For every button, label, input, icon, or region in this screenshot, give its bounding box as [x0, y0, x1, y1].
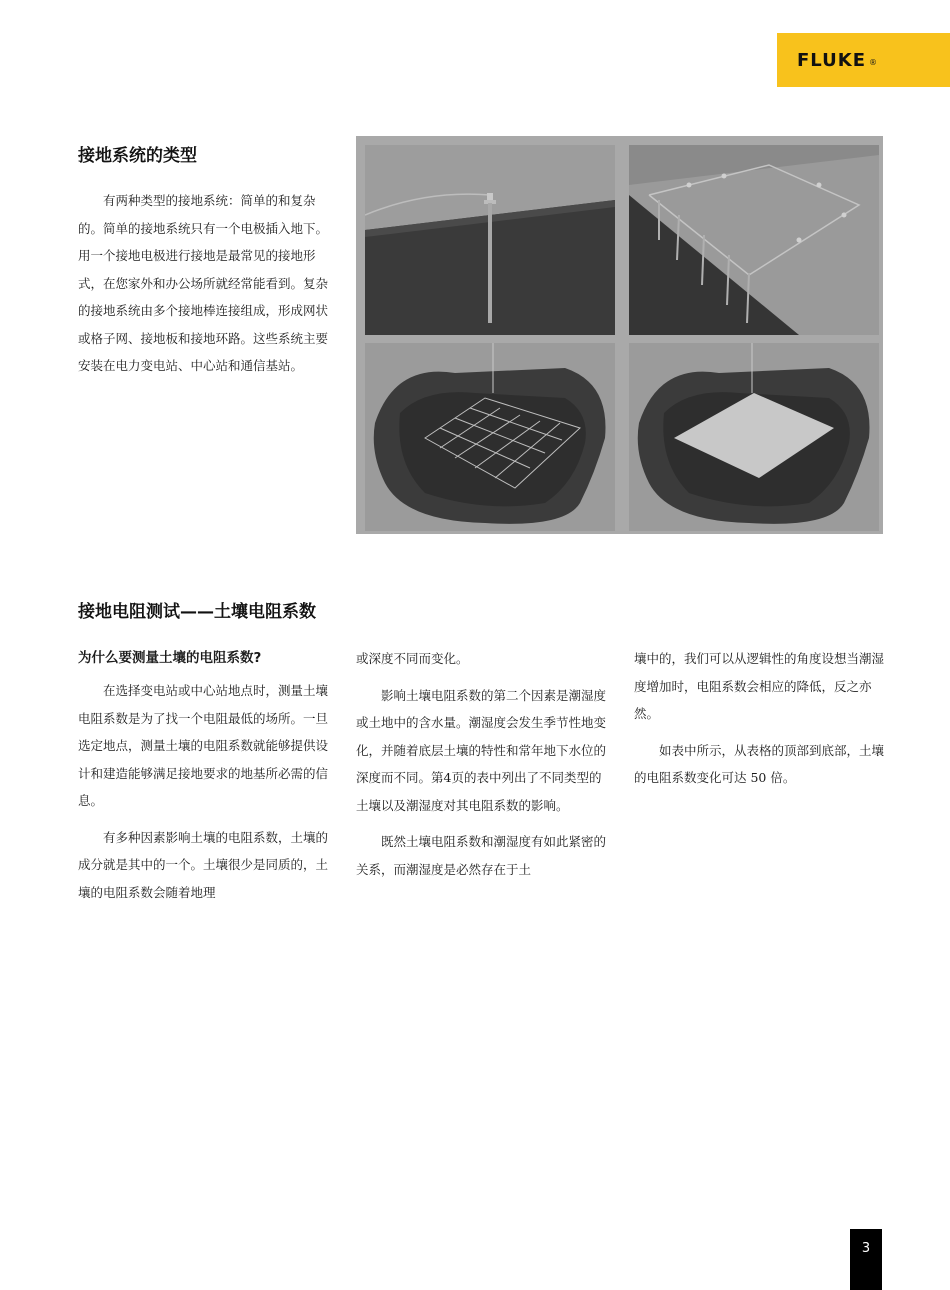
body-paragraph: 或深度不同而变化。 [356, 651, 469, 666]
section-title-grounding-types: 接地系统的类型 [78, 146, 197, 166]
text-column-1 [78, 645, 330, 915]
fluke-logo [777, 33, 950, 87]
grounding-plate-illustration [629, 343, 879, 531]
section-title-soil-resistivity: 接地电阻测试——土壤电阻系数 [78, 602, 316, 622]
logo-wordmark: FLUKE [797, 49, 866, 71]
ring-electrode-illustration [629, 145, 879, 335]
intro-paragraph: 有两种类型的接地系统：简单的和复杂的。简单的接地系统只有一个电极插入地下。用一个接地电极进行接地是最常见的接地形式，在您家外和办公场所就经常能看到。复杂的接地系统由多个接地棒连接组成，形成网状或格子网、接地板和接地环路。这些系统主要安装在电力变电站、中心站和通信基站。 [78, 193, 329, 373]
grounding-systems-figure [356, 136, 883, 534]
grounding-mesh-illustration [365, 343, 615, 531]
body-paragraph: 有多种因素影响土壤的电阻系数，土壤的成分就是其中的一个。土壤很少是同质的，土壤的电阻系数会随着地理 [78, 829, 329, 900]
single-rod-illustration [365, 145, 615, 335]
text-column-2 [356, 645, 608, 892]
body-paragraph: 如表中所示，从表格的顶部到底部，土壤的电阻系数变化可达 50 倍。 [634, 742, 885, 785]
body-paragraph: 在选择变电站或中心站地点时，测量土壤电阻系数是为了找一个电阻最低的场所。一旦选定地点，测量土壤的电阻系数就能够提供设计和建造能够满足接地要求的地基所必需的信息。 [78, 683, 329, 808]
body-paragraph: 影响土壤电阻系数的第二个因素是潮湿度或土地中的含水量。潮湿度会发生季节性地变化，并随着底层土壤的特性和常年地下水位的深度而不同。第4页的表中列出了不同类型的土壤以及潮湿度对其电阻系数的影响。 [356, 687, 607, 813]
body-paragraph: 壤中的，我们可以从逻辑性的角度设想当潮湿度增加时，电阻系数会相应的降低，反之亦然。 [634, 651, 885, 721]
page-number: 3 [850, 1229, 882, 1290]
registered-mark: ® [868, 57, 877, 67]
body-paragraph: 既然土壤电阻系数和潮湿度有如此紧密的关系，而潮湿度是必然存在于土 [356, 834, 607, 877]
subheading-why-measure: 为什么要测量土壤的电阻系数? [78, 650, 262, 666]
text-column-3 [634, 645, 886, 801]
